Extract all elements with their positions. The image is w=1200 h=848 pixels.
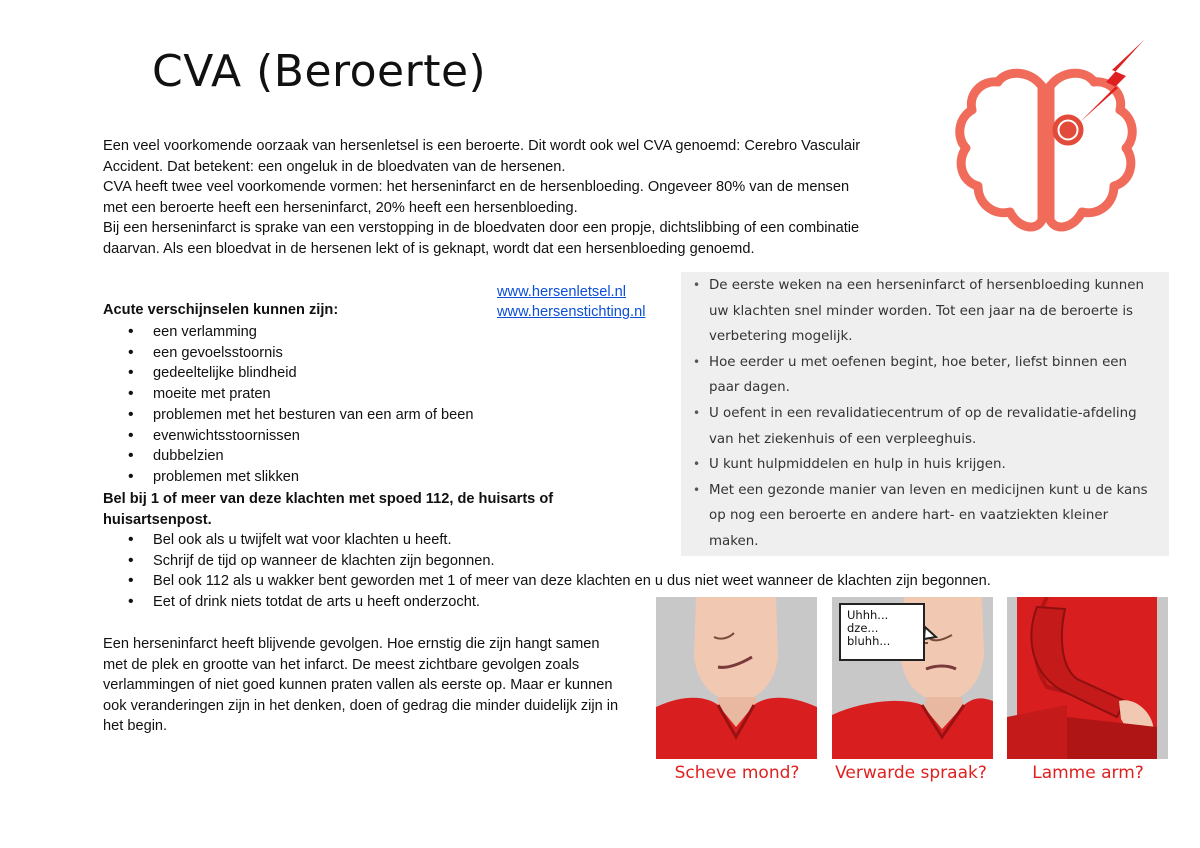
list-item: • moeite met praten bbox=[128, 384, 473, 405]
list-item: • problemen met het besturen van een arm of been bbox=[128, 405, 473, 426]
acute-heading: Acute verschijnselen kunnen zijn: bbox=[103, 302, 339, 318]
caption-lame-arm: Lamme arm? bbox=[1032, 763, 1144, 783]
brain-lightning-icon bbox=[948, 36, 1152, 258]
intro-text bbox=[103, 136, 863, 260]
list-item: • problemen met slikken bbox=[128, 467, 473, 488]
info-item: • Met een gezonde manier van leven en medicijnen kunt u de kans op nog een beroerte en andere hart- en vaatziekten kleiner maken. bbox=[693, 478, 1153, 555]
list-item: • Schrijf de tijd op wanneer de klachten zijn begonnen. bbox=[128, 551, 991, 572]
link-hersenstichting[interactable]: www.hersenstichting.nl bbox=[497, 304, 646, 320]
info-item: • De eerste weken na een herseninfarct of hersenbloeding kunnen uw klachten snel minder worden. Tot een jaar na de beroerte is verbetering mogelijk. bbox=[693, 273, 1153, 350]
call-heading: Bel bij 1 of meer van deze klachten met spoed 112, de huisarts of huisartsenpost. bbox=[103, 491, 554, 528]
list-item: • Eet of drink niets totdat de arts u heeft onderzocht. bbox=[128, 592, 991, 613]
speech-line: Uhhh... bbox=[847, 608, 889, 622]
link-hersenletsel[interactable]: www.hersenletsel.nl bbox=[497, 284, 626, 300]
speech-line: dze... bbox=[847, 621, 879, 635]
caption-confused-speech: Verwarde spraak? bbox=[835, 763, 987, 783]
speech-line: bluhh... bbox=[847, 634, 891, 648]
list-item: • een verlamming bbox=[128, 322, 473, 343]
caption-crooked-mouth: Scheve mond? bbox=[674, 763, 800, 783]
info-box bbox=[681, 272, 1169, 556]
page-title: CVA (Beroerte) bbox=[152, 46, 487, 97]
list-item: • gedeeltelijke blindheid bbox=[128, 363, 473, 384]
info-item: • Hoe eerder u met oefenen begint, hoe beter, liefst binnen een paar dagen. bbox=[693, 350, 1153, 401]
intro-paragraph: CVA heeft twee veel voorkomende vormen: het herseninfarct en de hersenbloeding. Ongeveer 80% van de mensen met een beroerte heeft een herseninfarct, 20% heeft een hersenbloeding. bbox=[103, 179, 850, 216]
list-item: • Bel ook 112 als u wakker bent geworden met 1 of meer van deze klachten en u dus niet weet wanneer de klachten zijn begonnen. bbox=[128, 571, 991, 592]
info-list bbox=[693, 273, 1153, 555]
info-item: • U kunt hulpmiddelen en hulp in huis krijgen. bbox=[693, 452, 1153, 478]
list-item: • een gevoelsstoornis bbox=[128, 343, 473, 364]
symptom-list bbox=[128, 322, 473, 488]
outro-text: Een herseninfarct heeft blijvende gevolgen. Hoe ernstig die zijn hangt samen met de plek en grootte van het infarct. De meest zichtbare gevolgen zoals verlammingen of niet goed kunnen praten vallen als eerste op. Maar er kunnen ook veranderingen zijn in het denken, doen of gedrag die minder duidelijk zijn in het begin. bbox=[103, 636, 619, 735]
intro-paragraph: Een veel voorkomende oorzaak van hersenletsel is een beroerte. Dit wordt ook wel CVA genoemd: Cerebro Vasculair Accident. Dat betekent: een ongeluk in de bloedvaten van de hersenen. bbox=[103, 138, 861, 175]
speech-bubble bbox=[839, 603, 925, 661]
illustration-crooked-mouth bbox=[656, 597, 817, 759]
list-item: • dubbelzien bbox=[128, 446, 473, 467]
illustration-confused-speech bbox=[832, 597, 993, 759]
intro-paragraph: Bij een herseninfarct is sprake van een verstopping in de bloedvaten door een propje, dichtslibbing of een combinatie daarvan. Als een bloedvat in de hersenen lekt of is geknapt, wordt dat een hersenbloeding genoemd. bbox=[103, 220, 860, 257]
info-item: • U oefent in een revalidatiecentrum of op de revalidatie-afdeling van het ziekenhuis of een verpleeghuis. bbox=[693, 401, 1153, 452]
links-block bbox=[497, 282, 645, 322]
illustration-lame-arm bbox=[1007, 597, 1168, 759]
list-item: • evenwichtsstoornissen bbox=[128, 426, 473, 447]
list-item: • Bel ook als u twijfelt wat voor klachten u heeft. bbox=[128, 530, 991, 551]
